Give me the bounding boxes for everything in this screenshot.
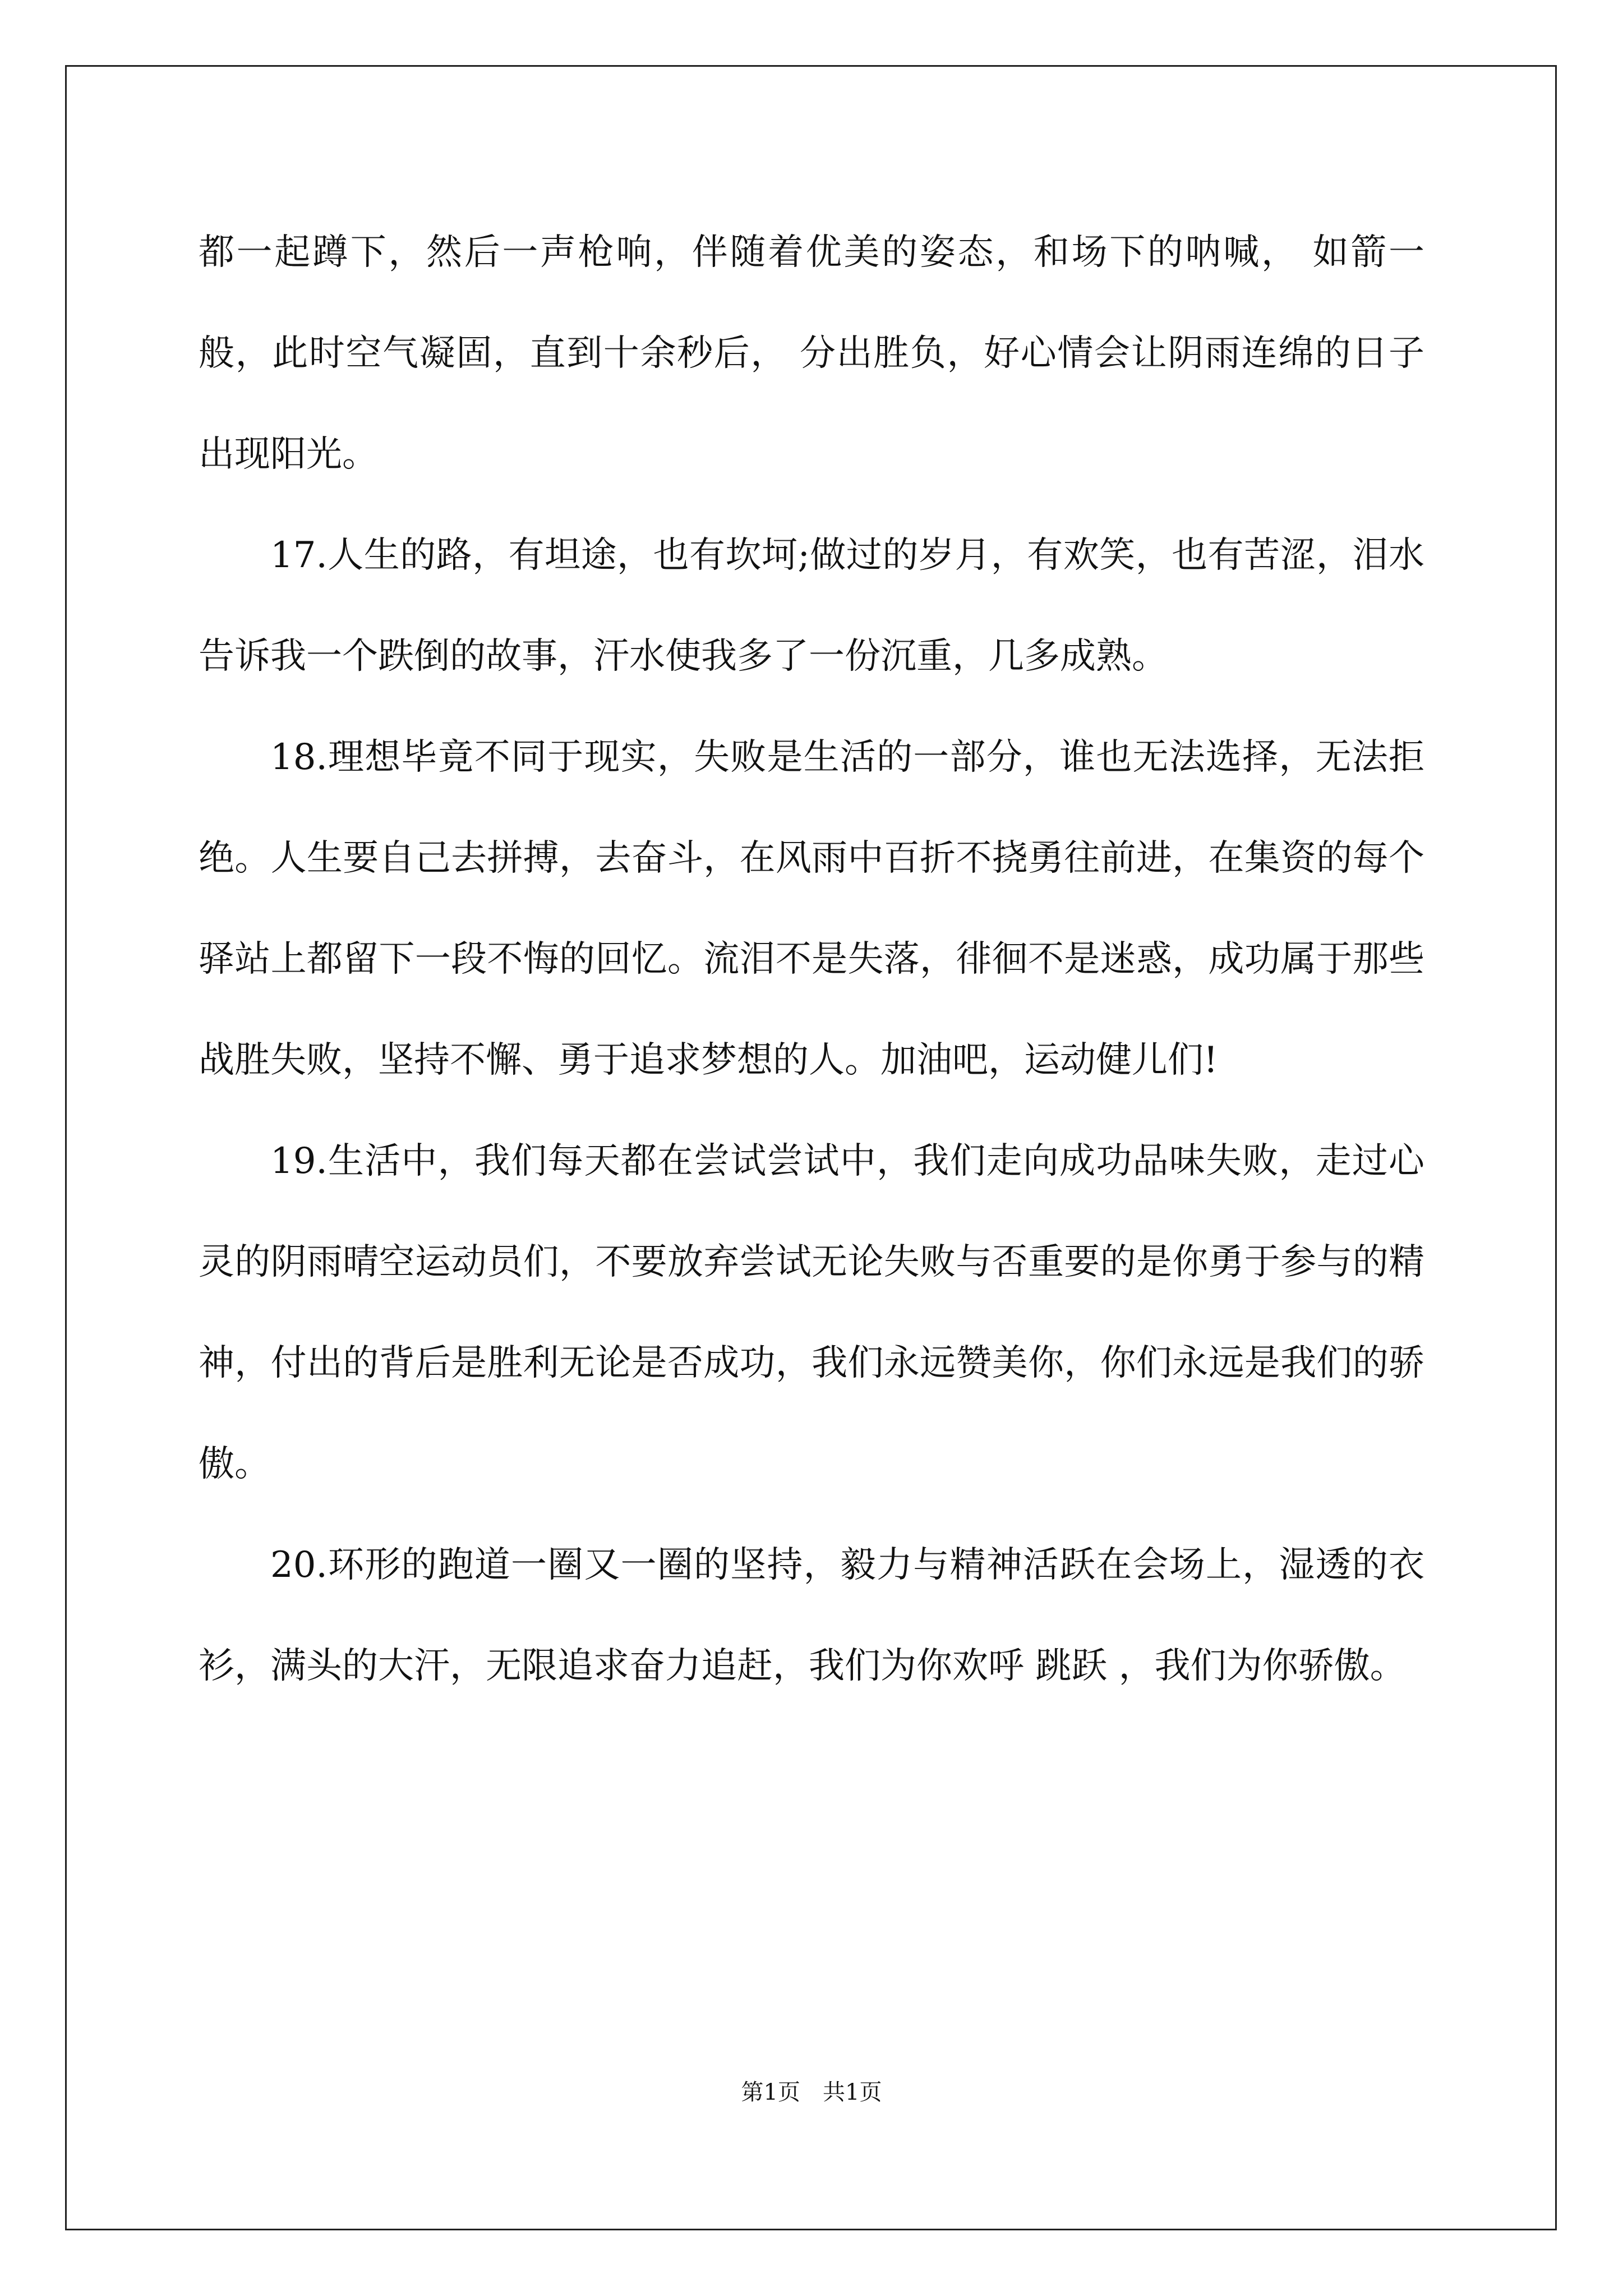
page-number-current: 第1页 [741, 2079, 800, 2105]
paragraph-continued: 都一起蹲下，然后一声枪响，伴随着优美的姿态，和场下的呐喊， 如箭一般，此时空气凝固，直到十余秒后， 分出胜负，好心情会让阴雨连绵的日子出现阳光。 [199, 232, 1424, 475]
page-number-total: 共1页 [823, 2079, 882, 2105]
paragraph-18: 18.理想毕竟不同于现实，失败是生活的一部分，谁也无法选择，无法拒绝。人生要自己去拼搏，去奋斗，在风雨中百折不挠勇往前进，在集资的每个驿站上都留下一段不悔的回忆。流泪不是失落，徘徊不是迷惑，成功属于那些战胜失败，坚持不懈、勇于追求梦想的人。加油吧，运动健儿们! [199, 737, 1424, 1081]
paragraph-20: 20.环形的跑道一圈又一圈的坚持，毅力与精神活跃在会场上，湿透的衣衫，满头的大汗，无限追求奋力追赶，我们为你欢呼 跳跃 ，我们为你骄傲。 [199, 1544, 1424, 1687]
paragraph-17: 17.人生的路，有坦途，也有坎坷;做过的岁月，有欢笑，也有苦涩，泪水告诉我一个跌倒的故事，汗水使我多了一份沉重，几多成熟。 [199, 535, 1424, 677]
document-body [199, 202, 1424, 1717]
paragraph-19: 19.生活中，我们每天都在尝试尝试中，我们走向成功品味失败，走过心灵的阴雨晴空运动员们，不要放弃尝试无论失败与否重要的是你勇于参与的精神，付出的背后是胜利无论是否成功，我们永远赞美你，你们永远是我们的骄傲。 [199, 1140, 1424, 1485]
page-footer [0, 2076, 1623, 2109]
